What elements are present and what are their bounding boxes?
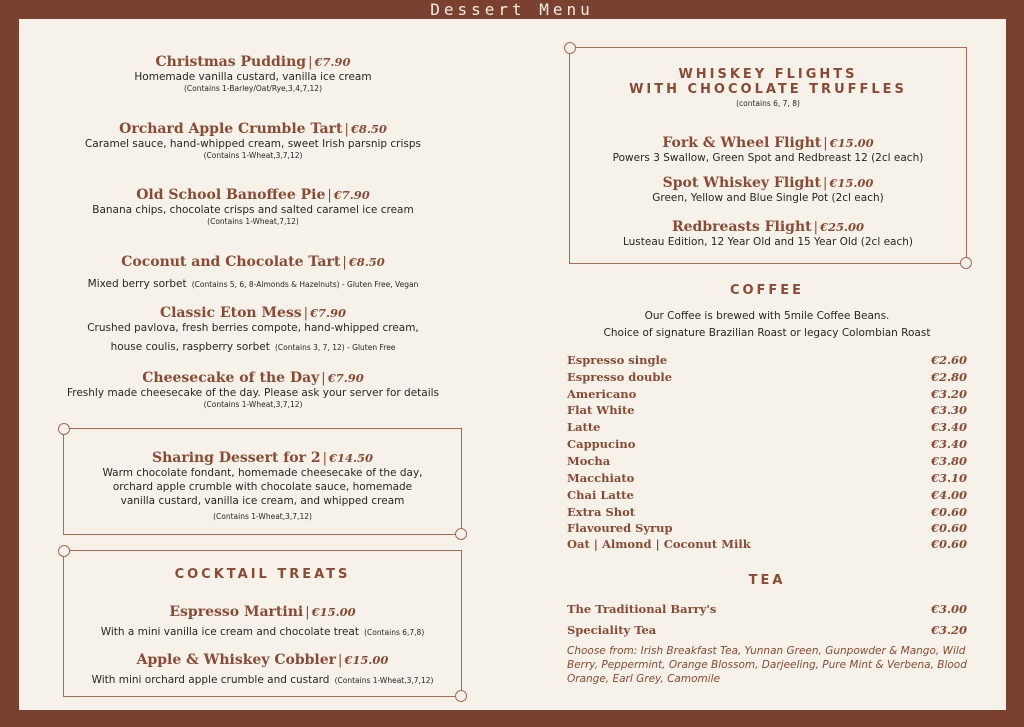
item-price: €7.90 xyxy=(314,55,351,69)
coffee-price: €2.60 xyxy=(930,353,967,367)
coffee-name: Espresso single xyxy=(567,353,668,367)
cocktail-treats-box xyxy=(63,550,462,697)
tea-price: €3.00 xyxy=(930,602,967,616)
whiskey-flights-box xyxy=(569,47,967,264)
item-allergens: (Contains 1-Wheat,3,7,12) xyxy=(203,400,303,409)
item-name: Apple & Whiskey Cobbler xyxy=(136,652,337,668)
item-allergens: (Contains 3, 7, 12) - Gluten Free xyxy=(274,343,396,352)
tea-price: €3.20 xyxy=(930,623,967,637)
item-allergens: (Contains 6,7,8) xyxy=(364,628,425,637)
menu-page xyxy=(19,19,1006,710)
item-price: €7.90 xyxy=(310,306,347,320)
item-name: Redbreasts Flight xyxy=(672,219,812,235)
item-description: Crushed pavlova, fresh berries compote, hand-whipped cream, xyxy=(87,322,419,334)
item-description-1: Warm chocolate fondant, homemade cheesecake of the day, xyxy=(102,467,423,479)
coffee-intro-1: Our Coffee is brewed with 5mile Coffee Beans. xyxy=(644,310,890,322)
item-description-2: orchard apple crumble with chocolate sauce, homemade xyxy=(112,481,413,493)
coffee-row xyxy=(567,521,967,538)
coffee-row xyxy=(567,370,967,387)
coffee-row xyxy=(567,488,967,505)
item-price: €8.50 xyxy=(350,122,387,136)
item-name: Espresso Martini xyxy=(169,604,304,620)
tea-choices: Choose from: Irish Breakfast Tea, Yunnan Green, Gunpowder & Mango, Wild Berry, Peppermint, Orange Blossom, Darjeeling, Pure Mint & Verbena, Blood Orange, Earl Grey, Camomile xyxy=(567,645,967,685)
item-allergens: (Contains 1-Wheat,7,12) xyxy=(207,217,299,226)
whiskey-heading-1: WHISKEY FLIGHTS xyxy=(678,67,858,82)
item-allergens: (Contains 1-Wheat,3,7,12) xyxy=(334,676,434,685)
coffee-name: Americano xyxy=(567,387,637,401)
item-description: Green, Yellow and Blue Single Pot (2cl each) xyxy=(652,192,884,204)
coffee-name: Latte xyxy=(567,420,601,434)
item-description: With mini orchard apple crumble and custard xyxy=(91,674,330,686)
item-description-3: vanilla custard, vanilla ice cream, and whipped cream xyxy=(120,495,405,507)
coffee-row xyxy=(567,420,967,437)
whiskey-allergens: (contains 6, 7, 8) xyxy=(736,99,800,108)
coffee-price: €0.60 xyxy=(930,521,967,535)
item-allergens: (Contains 1-Wheat,3,7,12) xyxy=(203,151,303,160)
whiskey-redbreasts: Redbreasts Flight | €25.00 Lusteau Edition, 12 Year Old and 15 Year Old (2cl each) xyxy=(570,216,966,249)
coffee-heading: COFFEE xyxy=(729,283,805,298)
coffee-row xyxy=(567,454,967,471)
item-price: €8.50 xyxy=(348,255,385,269)
coffee-price: €3.80 xyxy=(930,454,967,468)
tea-name: The Traditional Barry's xyxy=(567,602,717,616)
item-name: Coconut and Chocolate Tart xyxy=(121,254,341,270)
coffee-row xyxy=(567,505,967,522)
item-name: Fork & Wheel Flight xyxy=(662,135,822,151)
coffee-price: €3.40 xyxy=(930,437,967,451)
item-name: Sharing Dessert for 2 xyxy=(151,450,321,466)
coffee-name: Chai Latte xyxy=(567,488,634,502)
coffee-row xyxy=(567,353,967,370)
coffee-row xyxy=(567,403,967,420)
item-name: Old School Banoffee Pie xyxy=(136,187,326,203)
coffee-name: Flat White xyxy=(567,403,635,417)
item-allergens: (Contains 1-Wheat,3,7,12) xyxy=(213,512,312,521)
menu-item-cheesecake: Cheesecake of the Day | €7.90 Freshly made cheesecake of the day. Please ask your server for details (Contains 1-Wheat,3,7,12) xyxy=(19,367,487,409)
item-price: €25.00 xyxy=(819,220,864,234)
whiskey-fork-wheel: Fork & Wheel Flight | €15.00 Powers 3 Swallow, Green Spot and Redbreast 12 (2cl each) xyxy=(570,132,966,165)
tea-row xyxy=(567,623,967,640)
item-description-2: house coulis, raspberry sorbet xyxy=(110,341,270,353)
whiskey-spot: Spot Whiskey Flight | €15.00 Green, Yellow and Blue Single Pot (2cl each) xyxy=(570,172,966,205)
coffee-row xyxy=(567,387,967,404)
whiskey-heading-2: WITH CHOCOLATE TRUFFLES xyxy=(629,82,907,97)
coffee-price: €3.40 xyxy=(930,420,967,434)
coffee-row xyxy=(567,437,967,454)
coffee-price: €3.10 xyxy=(930,471,967,485)
item-description: Caramel sauce, hand-whipped cream, sweet Irish parsnip crisps xyxy=(84,138,422,150)
cocktail-espresso-martini: Espresso Martini | €15.00 With a mini vanilla ice cream and chocolate treat (Contains 6,7,8) xyxy=(100,604,425,638)
item-name: Cheesecake of the Day xyxy=(142,370,320,386)
item-description: Banana chips, chocolate crisps and salted caramel ice cream xyxy=(92,204,414,216)
item-description: Freshly made cheesecake of the day. Please ask your server for details xyxy=(66,387,440,399)
coffee-name: Mocha xyxy=(567,454,611,468)
item-name: Classic Eton Mess xyxy=(159,305,302,321)
tea-name: Speciality Tea xyxy=(567,623,657,637)
coffee-row xyxy=(567,471,967,488)
item-price: €15.00 xyxy=(829,176,874,190)
item-price: €15.00 xyxy=(829,136,874,150)
coffee-name: Cappucino xyxy=(567,437,636,451)
item-description: With a mini vanilla ice cream and chocolate treat xyxy=(100,626,359,638)
item-price: €15.00 xyxy=(344,653,389,667)
item-price: €7.90 xyxy=(333,188,370,202)
item-description: Mixed berry sorbet xyxy=(87,278,187,290)
coffee-price: €0.60 xyxy=(930,505,967,519)
item-price: €15.00 xyxy=(311,605,356,619)
menu-item-christmas-pudding: Christmas Pudding | €7.90 Homemade vanilla custard, vanilla ice cream (Contains 1-Barley/Oat/Rye,3,4,7,12) xyxy=(19,51,487,93)
coffee-price: €2.80 xyxy=(930,370,967,384)
menu-item-eton-mess: Classic Eton Mess | €7.90 Crushed pavlova, fresh berries compote, hand-whipped cream, house coulis, raspberry sorbet (Contains 3, 7, 12) - Gluten Free xyxy=(19,302,487,354)
coffee-intro-2: Choice of signature Brazilian Roast or legacy Colombian Roast xyxy=(603,327,931,339)
coffee-name: Espresso double xyxy=(567,370,673,384)
coffee-name: Macchiato xyxy=(567,471,635,485)
coffee-name: Extra Shot xyxy=(567,505,636,519)
cocktail-apple-whiskey-cobbler: Apple & Whiskey Cobbler | €15.00 With mini orchard apple crumble and custard (Contains 1-Wheat,3,7,12) xyxy=(91,652,434,686)
item-description: Powers 3 Swallow, Green Spot and Redbreast 12 (2cl each) xyxy=(612,152,924,164)
cocktail-heading: COCKTAIL TREATS xyxy=(174,567,351,582)
item-description: Homemade vanilla custard, vanilla ice cream xyxy=(134,71,372,83)
item-description: Lusteau Edition, 12 Year Old and 15 Year Old (2cl each) xyxy=(622,236,914,248)
coffee-name: Oat | Almond | Coconut Milk xyxy=(567,537,751,551)
item-price: €7.90 xyxy=(327,371,364,385)
sharing-dessert-box: Sharing Dessert for 2 | €14.50 Warm chocolate fondant, homemade cheesecake of the day, orchard apple crumble with chocolate sauce, homemade vanilla custard, vanilla ice cream, and whipped cream (Contains 1-Wheat,3,7,12) xyxy=(63,428,462,535)
tea-heading: TEA xyxy=(748,573,786,588)
item-name: Orchard Apple Crumble Tart xyxy=(119,121,343,137)
item-allergens: (Contains 5, 6, 8-Almonds & Hazelnuts) - Gluten Free, Vegan xyxy=(191,280,419,289)
coffee-name: Flavoured Syrup xyxy=(567,521,673,535)
item-price: €14.50 xyxy=(329,451,374,465)
coffee-price: €4.00 xyxy=(930,488,967,502)
tea-row xyxy=(567,602,967,619)
item-allergens: (Contains 1-Barley/Oat/Rye,3,4,7,12) xyxy=(183,84,322,93)
coffee-price: €3.30 xyxy=(930,403,967,417)
menu-item-coconut-chocolate-tart: Coconut and Chocolate Tart | €8.50 Mixed berry sorbet (Contains 5, 6, 8-Almonds & Hazelnuts) - Gluten Free, Vegan xyxy=(87,254,419,290)
menu-item-orchard-apple-crumble-tart: Orchard Apple Crumble Tart | €8.50 Caramel sauce, hand-whipped cream, sweet Irish parsnip crisps (Contains 1-Wheat,3,7,12) xyxy=(19,118,487,160)
item-name: Christmas Pudding xyxy=(155,54,307,70)
coffee-row xyxy=(567,537,967,554)
item-name: Spot Whiskey Flight xyxy=(662,175,821,191)
coffee-price: €3.20 xyxy=(930,387,967,401)
coffee-price: €0.60 xyxy=(930,537,967,551)
menu-item-banoffee-pie: Old School Banoffee Pie | €7.90 Banana chips, chocolate crisps and salted caramel ice cream (Contains 1-Wheat,7,12) xyxy=(19,184,487,226)
menu-title: Dessert Menu xyxy=(430,0,594,19)
